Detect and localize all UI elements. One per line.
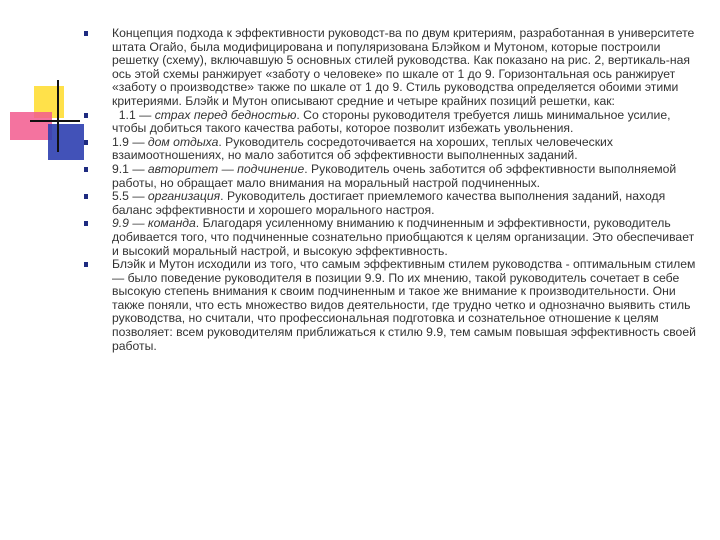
paragraph-text: 9.1 — авторитет — подчинение. Руководитель очень заботится об эффективности выполняемой работы, но обращает мало внимания на моральный настрой подчиненных. xyxy=(112,161,677,190)
square-bullet-icon xyxy=(84,31,88,36)
list-item xyxy=(84,258,696,353)
list-item xyxy=(84,217,696,258)
list-item xyxy=(84,109,696,136)
paragraph-text: 9.9 — команда. Благодаря усиленному вниманию к подчиненным и эффективности, руководитель добивается того, что подчиненные сознательно приобщаются к целям организации. Это обеспечивает и высокий моральный настрой, и высокую эффективность. xyxy=(112,216,695,258)
paragraph-text: Блэйк и Мутон исходили из того, что самым эффективным стилем руководства - оптимальным стилем — было поведение руководителя в позиции 9.9. По их мнению, такой руководитель сочетает в себе высокую степень внимания к своим подчиненным и такое же внимание к производительности. Они также поняли, что есть множество видов деятельности, где трудно четко и однозначно выявить стиль руководства, но считали, что профессиональная подготовка и сознательное отношение к целям позволяет: всем руководителям приближаться к стилю 9.9, тем самым повышая эффективность своей работы. xyxy=(112,257,696,353)
list-item xyxy=(84,27,696,109)
paragraph-text: 1.1 — страх перед бедностью. Со стороны руководителя требуется лишь минимальное усилие, чтобы добиться такого качества работы, которое позволит избежать увольнения. xyxy=(112,107,674,136)
style-term: авторитет — подчинение xyxy=(147,161,305,176)
paragraph-text: Концепция подхода к эффективности руководст-ва по двум критериям, разработанная в университете штата Огайо, была модифицирована и популяризована Блэйком и Мутоном, которые построили решетку (схему), включавшую 5 основных стилей руководства. Как показано на рис. 2, вертикаль-ная ось этой схемы ранжирует «заботу о человеке» по шкале от 1 до 9. Горизонтальная ось ранжирует «заботу о производстве» также по шкале от 1 до 9. Стиль руководства определяется обоими этими критериями. Блэйк и Мутон описывают средние и четыре крайних позиций решетки, как: xyxy=(112,26,695,108)
style-term: страх перед бедностью xyxy=(154,107,297,122)
square-bullet-icon xyxy=(84,194,88,199)
square-bullet-icon xyxy=(84,113,88,118)
decor-horizontal-line xyxy=(30,120,80,122)
list-item xyxy=(84,136,696,163)
paragraph-text: 1.9 — дом отдыха. Руководитель сосредоточивается на хороших, теплых человеческих взаимоотношениях, но мало заботится об эффективности выполненных заданий. xyxy=(112,134,613,163)
style-term: 9.9 — команда xyxy=(112,216,196,231)
square-bullet-icon xyxy=(84,221,88,226)
list-item xyxy=(84,190,696,217)
decor-blue-square xyxy=(48,124,84,160)
square-bullet-icon xyxy=(84,262,88,267)
square-bullet-icon xyxy=(84,167,88,172)
list-item xyxy=(84,163,696,190)
style-term: дом отдыха xyxy=(147,134,219,149)
decor-pink-rectangle xyxy=(10,112,52,140)
paragraph-text: 5.5 — организация. Руководитель достигает приемлемого качества выполнения заданий, находя баланс эффективности и хорошего морального настроя. xyxy=(112,189,666,217)
style-term: организация xyxy=(147,189,221,204)
bullet-list xyxy=(84,27,696,353)
decor-vertical-line xyxy=(57,80,59,152)
square-bullet-icon xyxy=(84,140,88,145)
